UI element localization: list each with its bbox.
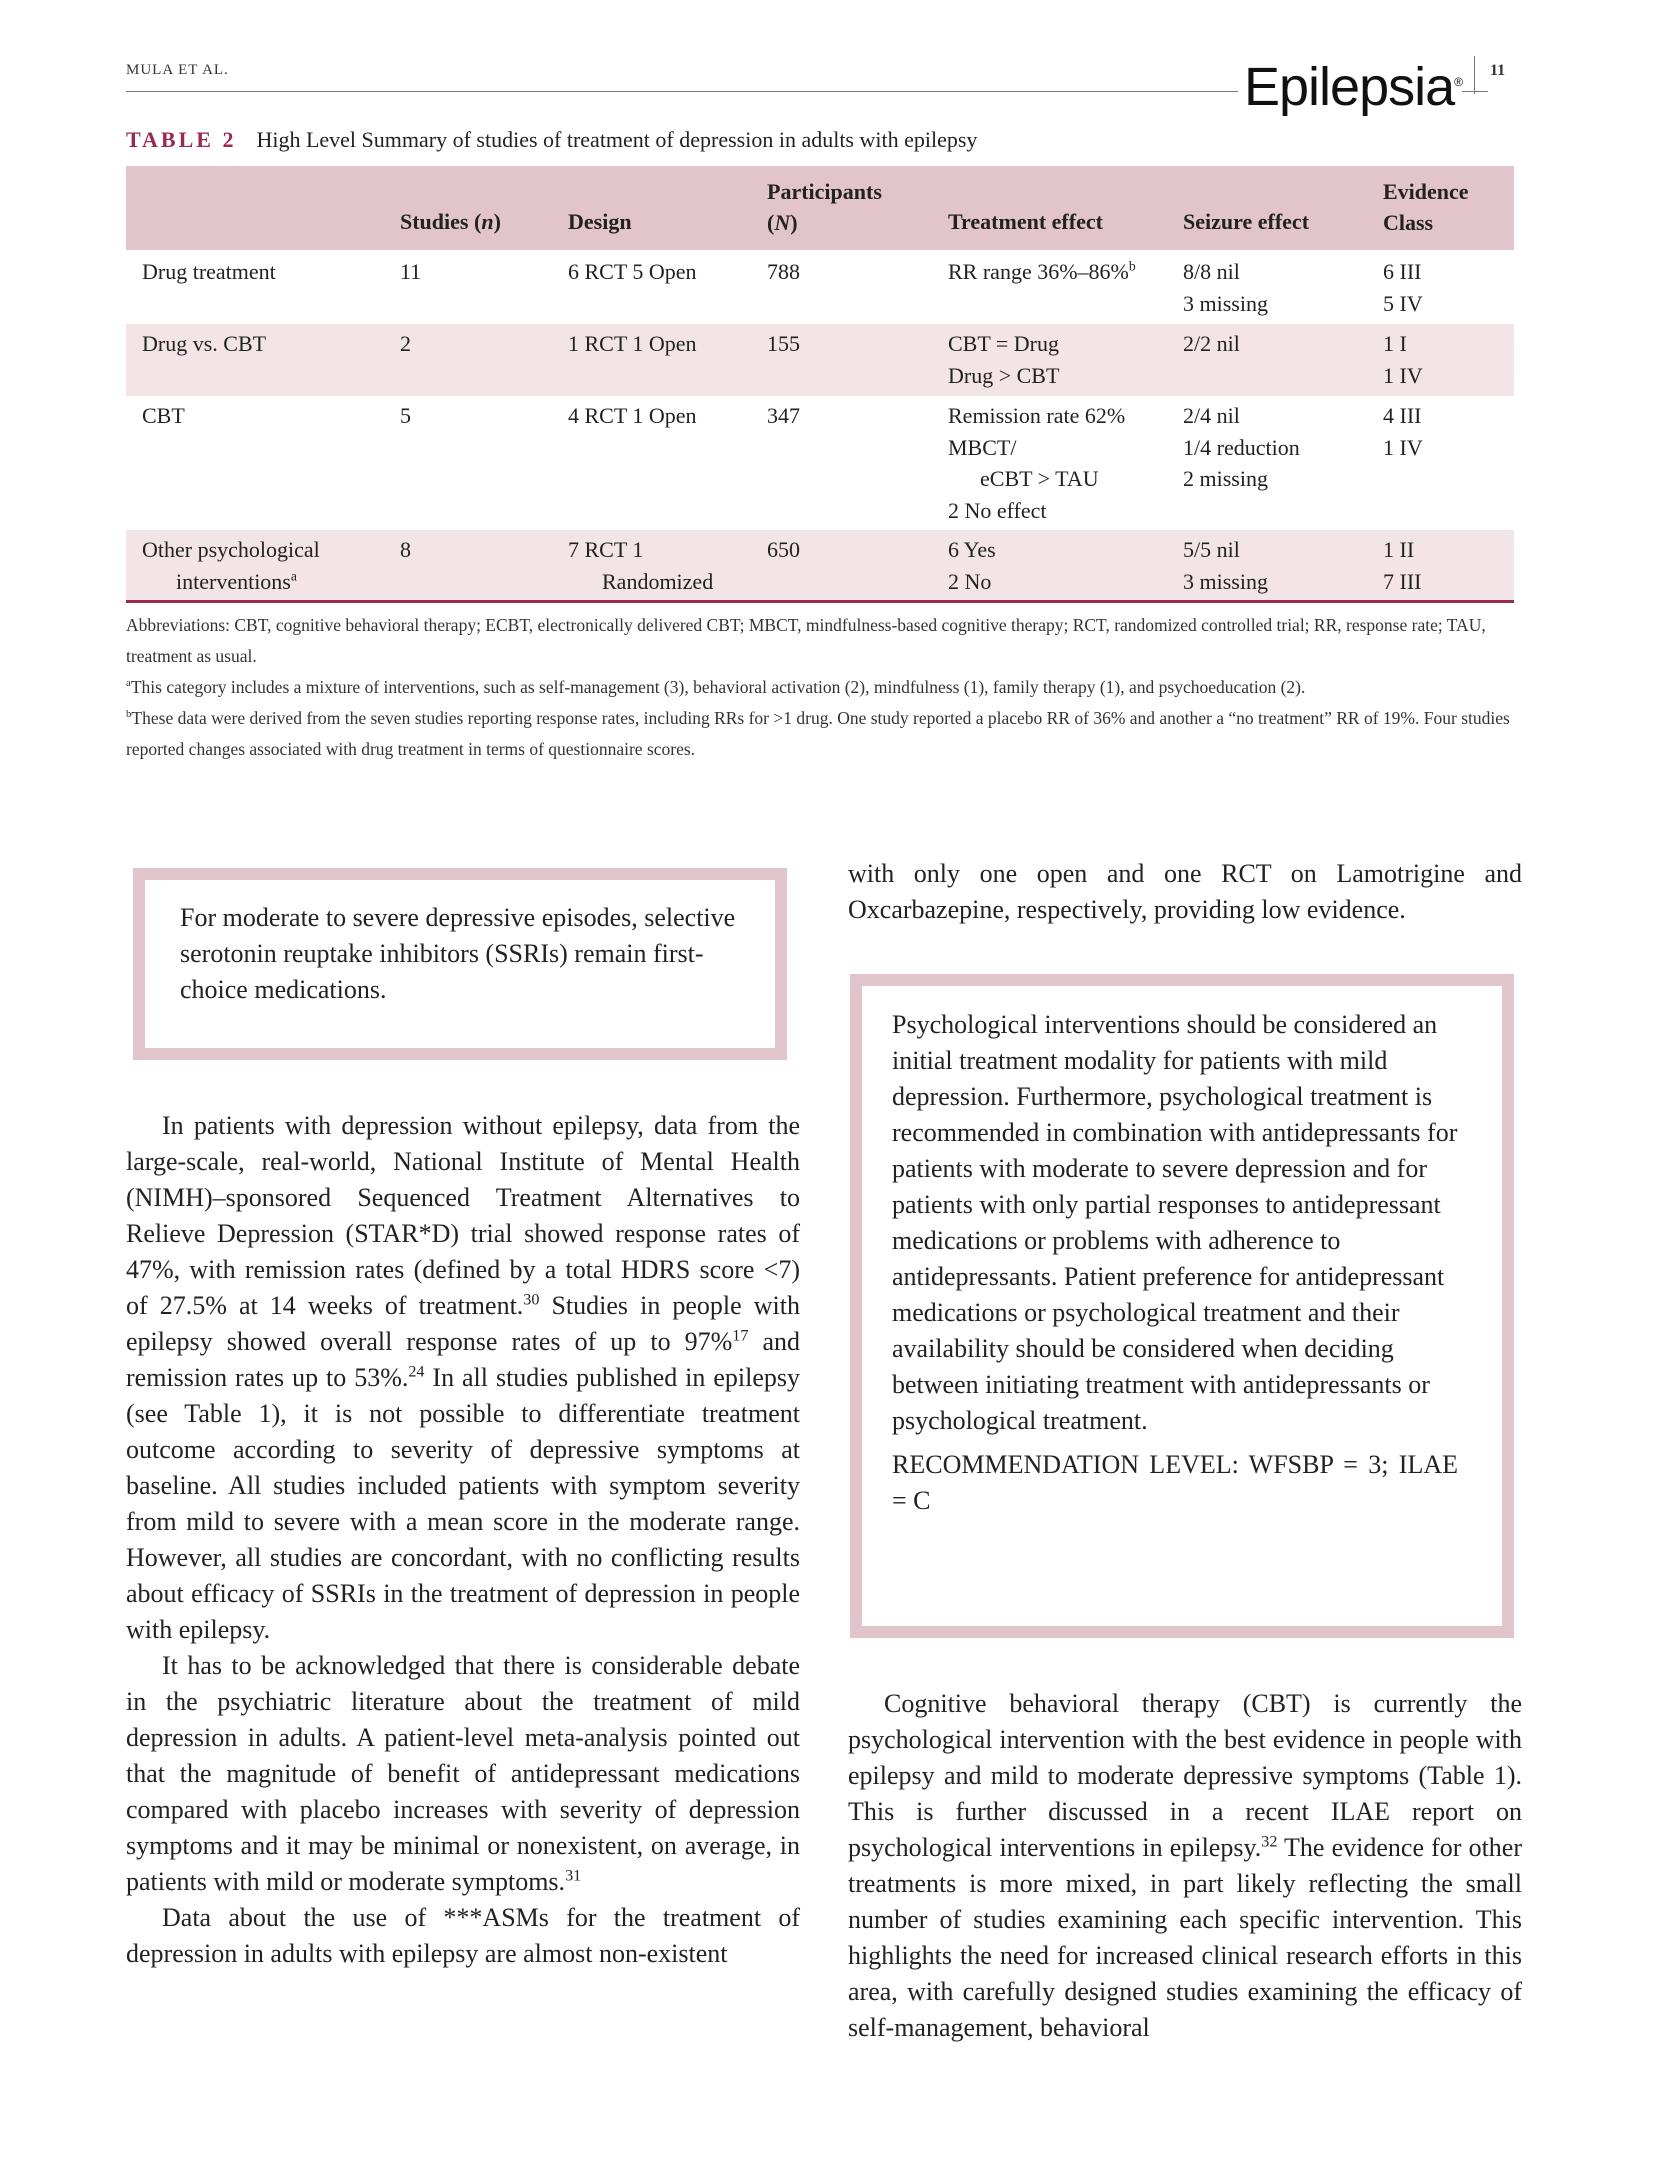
cell-participants: 347: [767, 403, 800, 428]
col-header-participants: Participants (N): [767, 179, 882, 235]
left-column-body: [126, 1108, 800, 1972]
table-row: [126, 396, 1514, 530]
row-label: CBT: [142, 403, 185, 428]
col-header-studies: Studies (n): [400, 209, 501, 234]
body-paragraph: It has to be acknowledged that there is considerable debate in the psychiatric literature about the treatment of mild depression in adults. A patient-level meta-analysis pointed out that the magnitude of benefit of antidepressant medications compared with placebo increases with severity of depression symptoms and it may be minimal or nonexistent, on average, in patients with mild or moderate symptoms.$^{31}$: [126, 1651, 800, 1896]
table-header-row: [126, 166, 1514, 252]
col-header-seizure-effect: Seizure effect: [1183, 209, 1310, 234]
callout-right-text: [892, 1007, 1458, 1519]
footnote-a: $^a$This category includes a mixture of interventions, such as self-management (3), behavioral activation (2), mindfulness (1), family therapy (1), and psychoeducation (2).: [126, 677, 1306, 697]
cell-evidence-class: 4 III 1 IV: [1383, 403, 1423, 460]
table-caption: [126, 127, 977, 153]
table-label: TABLE 2: [126, 127, 237, 152]
table-footnotes: [126, 610, 1526, 765]
cell-evidence-class: 1 II 7 III: [1383, 537, 1422, 594]
footnote-b: $^b$These data were derived from the seven studies reporting response rates, including RRs for >1 drug. One study reported a placebo RR of 36% and another a “no treatment” RR of 19%. Four studies reported changes associated with drug treatment in terms of questionnaire scores.: [126, 708, 1510, 759]
recommendation-level: RECOMMENDATION LEVEL: WFSBP = 3; ILAE = C: [892, 1450, 1458, 1515]
cell-evidence-class: 6 III 5 IV: [1383, 259, 1423, 316]
cell-treatment-effect: 6 Yes 2 No: [948, 537, 996, 594]
cell-seizure-effect: 8/8 nil 3 missing: [1183, 259, 1268, 316]
table-row: [126, 530, 1514, 600]
running-head: MULA ET AL.: [126, 62, 229, 78]
col-header-treatment-effect: Treatment effect: [948, 209, 1103, 234]
cell-studies: 2: [400, 331, 411, 356]
body-paragraph: with only one open and one RCT on Lamotrigine and Oxcarbazepine, respectively, providing low evidence.: [848, 859, 1522, 924]
page-number: 11: [1490, 62, 1506, 79]
cell-seizure-effect: 5/5 nil 3 missing: [1183, 537, 1268, 594]
row-label: Drug vs. CBT: [142, 331, 267, 356]
right-column-top: [848, 856, 1522, 928]
cell-treatment-effect: CBT = Drug Drug > CBT: [948, 331, 1060, 388]
cell-studies: 5: [400, 403, 411, 428]
col-header-evidence-class: Evidence Class: [1383, 179, 1469, 235]
cell-seizure-effect: 2/2 nil: [1183, 331, 1240, 356]
body-paragraph: Cognitive behavioral therapy (CBT) is currently the psychological intervention with the best evidence in people with epilepsy and mild to moderate depressive symptoms (Table 1). This is further discussed in a recent ILAE report on psychological interventions in epilepsy.$^{32}$ The evidence for other treatments is more mixed, in part likely reflecting the small number of studies examining each specific intervention. This highlights the need for increased clinical research efforts in this area, with carefully designed studies examining the efficacy of self-management, behavioral: [848, 1689, 1523, 2042]
cell-treatment-effect: RR range 36%–86%$^b$: [948, 258, 1136, 284]
cell-participants: 788: [767, 259, 800, 284]
body-paragraph: In patients with depression without epilepsy, data from the large-scale, real-world, National Institute of Mental Health (NIMH)–sponsored Sequenced Treatment Alternatives to Relieve Depression (STAR*D) trial showed response rates of 47%, with remission rates (defined by a total HDRS score <7) of 27.5% at 14 weeks of treatment.$^{30}$ Studies in people with epilepsy showed overall response rates of up to 97%$^{17}$ and remission rates up to 53%.$^{24}$ In all studies published in epilepsy (see Table 1), it is not possible to differentiate treatment outcome according to severity of depressive symptoms at baseline. All studies included patients with symptom severity from mild to severe with a mean score in the moderate range. However, all studies are concordant, with no conflicting results about efficacy of SSRIs in the treatment of depression in people with epilepsy.: [126, 1111, 800, 1644]
cell-design: 6 RCT 5 Open: [568, 259, 697, 284]
table-row: [126, 324, 1514, 396]
registered-mark: ®: [1454, 75, 1462, 89]
abbreviations-note: Abbreviations: CBT, cognitive behavioral therapy; ECBT, electronically delivered CBT; MBCT, mindfulness-based cognitive therapy; RCT, randomized controlled trial; RR, response rate; TAU, treatment as usual.: [126, 615, 1486, 666]
journal-logo: [1238, 56, 1462, 118]
row-label: Drug treatment: [142, 259, 276, 284]
cell-participants: 650: [767, 537, 800, 562]
callout-right-body: Psychological interventions should be considered an initial treatment modality for patients with mild depression. Furthermore, psychological treatment is recommended in combination with antidepressants for patients with moderate to severe depression and for patients with only partial responses to antidepressant medications or problems with adherence to antidepressants. Patient preference for antidepressant medications or psychological treatment and their availability should be considered when deciding between initiating treatment with antidepressants or psychological treatment.: [892, 1010, 1458, 1435]
cell-participants: 155: [767, 331, 800, 356]
callout-left-text: For moderate to severe depressive episodes, selective serotonin reuptake inhibitors (SSRIs) remain first-choice medications.: [180, 903, 736, 1004]
cell-design: 7 RCT 1 Randomized: [568, 537, 714, 594]
cell-studies: 11: [400, 259, 422, 284]
table-row: [126, 252, 1514, 324]
page-number-divider: [1474, 56, 1475, 94]
cell-studies: 8: [400, 537, 411, 562]
cell-evidence-class: 1 I 1 IV: [1383, 331, 1423, 388]
right-column-bottom: [848, 1686, 1522, 2046]
body-paragraph: Data about the use of ***ASMs for the treatment of depression in adults with epilepsy are almost non-existent: [126, 1903, 800, 1968]
table-bottom-rule: [126, 600, 1514, 603]
summary-table: [126, 166, 1514, 603]
table-title: High Level Summary of studies of treatment of depression in adults with epilepsy: [256, 127, 978, 152]
cell-design: 1 RCT 1 Open: [568, 331, 697, 356]
cell-treatment-effect: Remission rate 62% MBCT/ eCBT > TAU 2 No effect: [948, 403, 1126, 523]
journal-name: Epilepsia: [1244, 57, 1455, 117]
cell-design: 4 RCT 1 Open: [568, 403, 697, 428]
cell-seizure-effect: 2/4 nil 1/4 reduction 2 missing: [1183, 403, 1300, 491]
row-label: Other psychological interventions$^a$: [142, 537, 320, 594]
col-header-design: Design: [568, 209, 632, 234]
